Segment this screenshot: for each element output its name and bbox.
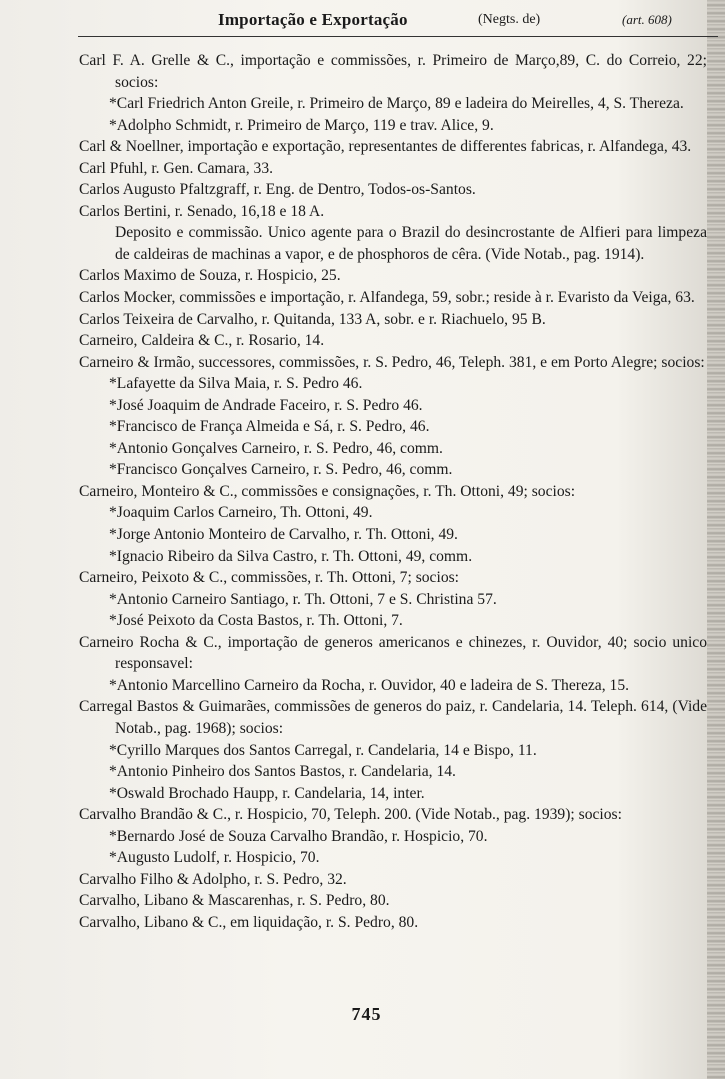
directory-entry: Carlos Bertini, r. Senado, 16,18 e 18 A. xyxy=(79,202,325,220)
directory-listing xyxy=(79,50,707,933)
partner-line: *Antonio Pinheiro dos Santos Bastos, r. Candelaria, 14. xyxy=(109,763,456,781)
directory-entry: Carlos Teixeira de Carvalho, r. Quitanda, 133 A, sobr. e r. Riachuelo, 95 B. xyxy=(79,310,546,328)
partner-line: *Antonio Gonçalves Carneiro, r. S. Pedro, 46, comm. xyxy=(109,439,443,457)
header-rule xyxy=(78,36,718,37)
directory-entry: Carneiro, Peixoto & C., commissões, r. Th. Ottoni, 7; socios: xyxy=(79,569,460,587)
directory-entry: Deposito e commissão. Unico agente para o Brazil do desincrostante de Alfieri para limpeza de caldeiras de machinas a vapor, e de phosphoros de cêra. (Vide Notab., pag. 1914). xyxy=(115,224,707,263)
partner-line: *Ignacio Ribeiro da Silva Castro, r. Th. Ottoni, 49, comm. xyxy=(109,547,473,565)
partner-line: *Adolpho Schmidt, r. Primeiro de Março, 119 e trav. Alice, 9. xyxy=(109,116,494,134)
directory-entry: Carvalho Filho & Adolpho, r. S. Pedro, 32. xyxy=(79,870,347,888)
directory-entry: Carl F. A. Grelle & C., importação e commissões, r. Primeiro de Março,89, C. do Correio, 22; socios: xyxy=(79,52,707,91)
partner-line: *Bernardo José de Souza Carvalho Brandão, r. Hospicio, 70. xyxy=(109,827,488,845)
directory-entry: Carl & Noellner, importação e exportação, representantes de differentes fabricas, r. Alfandega, 43. xyxy=(79,138,692,156)
partner-line: *Jorge Antonio Monteiro de Carvalho, r. Th. Ottoni, 49. xyxy=(109,526,458,544)
directory-entry: Carneiro, Caldeira & C., r. Rosario, 14. xyxy=(79,332,325,350)
partner-line: *José Peixoto da Costa Bastos, r. Th. Ottoni, 7. xyxy=(109,612,403,630)
directory-entry: Carvalho, Libano & C., em liquidação, r. S. Pedro, 80. xyxy=(79,913,419,931)
partner-line: *Carl Friedrich Anton Greile, r. Primeiro de Março, 89 e ladeira do Meirelles, 4, S. Thereza. xyxy=(109,95,684,113)
header-title: Importação e Exportação xyxy=(218,10,408,29)
partner-line: *Francisco Gonçalves Carneiro, r. S. Pedro, 46, comm. xyxy=(109,461,453,479)
partner-line: *José Joaquim de Andrade Faceiro, r. S. Pedro 46. xyxy=(109,396,423,414)
directory-entry: Carlos Mocker, commissões e importação, r. Alfandega, 59, sobr.; reside à r. Evaristo da Veiga, 63. xyxy=(79,289,695,307)
page-number: 745 xyxy=(351,1004,382,1024)
directory-entry: Carvalho, Libano & Mascarenhas, r. S. Pedro, 80. xyxy=(79,892,390,910)
directory-entry: Carregal Bastos & Guimarães, commissões de generos do paiz, r. Candelaria, 14. Teleph. 614, (Vide Notab., pag. 1968); socios: xyxy=(79,698,707,737)
partner-line: *Oswald Brochado Haupp, r. Candelaria, 14, inter. xyxy=(109,784,425,802)
directory-entry: Carvalho Brandão & C., r. Hospicio, 70, Teleph. 200. (Vide Notab., pag. 1939); socios: xyxy=(79,806,622,824)
directory-entry: Carl Pfuhl, r. Gen. Camara, 33. xyxy=(79,159,274,177)
header-corner-ref: (art. 608) xyxy=(622,12,672,27)
directory-entry: Carlos Maximo de Souza, r. Hospicio, 25. xyxy=(79,267,341,285)
partner-line: *Augusto Ludolf, r. Hospicio, 70. xyxy=(109,849,320,867)
partner-line: *Lafayette da Silva Maia, r. S. Pedro 46. xyxy=(109,375,363,393)
directory-entry: Carneiro & Irmão, successores, commissões, r. S. Pedro, 46, Teleph. 381, e em Porto Alegre; socios: xyxy=(79,353,705,371)
directory-entry: Carneiro Rocha & C., importação de generos americanos e chinezes, r. Ouvidor, 40; socio unico responsavel: xyxy=(79,633,707,673)
partner-line: *Joaquim Carlos Carneiro, Th. Ottoni, 49. xyxy=(109,504,373,522)
partner-line: *Francisco de França Almeida e Sá, r. S. Pedro, 46. xyxy=(109,418,430,436)
partner-line: *Antonio Carneiro Santiago, r. Th. Ottoni, 7 e S. Christina 57. xyxy=(109,590,497,608)
partner-line: *Cyrillo Marques dos Santos Carregal, r. Candelaria, 14 e Bispo, 11. xyxy=(109,741,537,759)
directory-entry: Carlos Augusto Pfaltzgraff, r. Eng. de Dentro, Todos-os-Santos. xyxy=(79,181,476,199)
running-header xyxy=(0,4,725,34)
header-subtitle: (Negts. de) xyxy=(478,12,541,27)
partner-line: *Antonio Marcellino Carneiro da Rocha, r. Ouvidor, 40 e ladeira de S. Thereza, 15. xyxy=(109,676,630,694)
page-edge-shadow xyxy=(707,0,725,1079)
page-footer xyxy=(0,1004,725,1025)
directory-entry: Carneiro, Monteiro & C., commissões e consignações, r. Th. Ottoni, 49; socios: xyxy=(79,482,576,500)
